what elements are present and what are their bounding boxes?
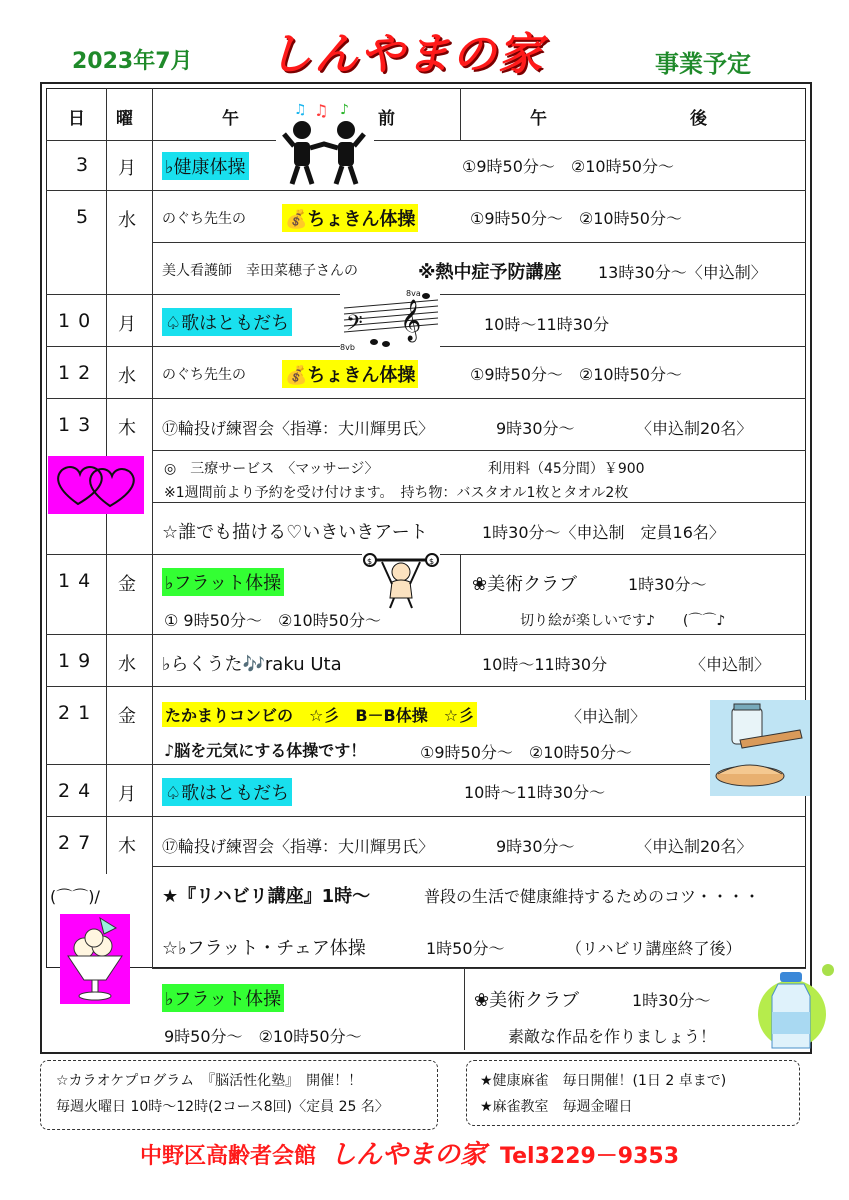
water-bottle-icon [748, 962, 838, 1054]
row-27-time: 9時30分～ [496, 837, 575, 856]
row-12-time: ①9時50分～ ②10時50分～ [470, 365, 682, 384]
row-21-time: ①9時50分～ ②10時50分～ [420, 743, 632, 762]
row-24-time: 10時～11時30分～ [464, 783, 606, 802]
col-divider-ampm [460, 88, 461, 140]
row-13b-line1a: ◎ 三療サービス 〈マッサージ〉 [164, 461, 379, 477]
row-27-note: 〈申込制20名〉 [636, 837, 753, 856]
row-14-pm-note: 切り絵が楽しいです♪ (⌒⌒♪ [520, 613, 726, 629]
row-21-event: たかまりコンビの ☆彡 B－B体操 ☆彡 [162, 702, 477, 727]
col-header-pm-2: 後 [690, 109, 707, 129]
row-10-day: 10 [58, 310, 99, 332]
svg-text:♪: ♪ [340, 102, 349, 118]
row-27b-desc: 普段の生活で健康維持するためのコツ・・・・ [424, 887, 761, 906]
svg-text:𝄢: 𝄢 [346, 311, 363, 341]
row-13c-time: 1時30分～〈申込制 定員16名〉 [482, 523, 725, 542]
weightlifter-icon [362, 548, 440, 610]
row-5-dow: 水 [118, 210, 136, 231]
row-27-day: 27 [58, 832, 99, 854]
row-5-teacher: のぐち先生の [162, 211, 246, 227]
row-12-day: 12 [58, 362, 99, 384]
row-10-time: 10時～11時30分 [484, 315, 610, 334]
svg-text:8va: 8va [406, 289, 421, 298]
row-13b-line2: ※1週間前より予約を受け付けます。 持ち物：バスタオル1枚とタオル2枚 [164, 485, 629, 501]
row-13-event: ⑰輪投げ練習会〈指導：大川輝男氏〉 [162, 419, 435, 438]
row-27d-pm-event: ❀美術クラブ [474, 990, 580, 1011]
col-divider-ampm-14 [460, 554, 461, 634]
col-header-am-1: 午 [222, 109, 239, 129]
row-19-event: ♭らくうた🎶raku Uta [162, 654, 342, 675]
col-header-dow: 曜 [116, 109, 133, 129]
footer-right-line2: ★麻雀教室 毎週金曜日 [480, 1099, 633, 1115]
row-14-pm-event: ❀美術クラブ [472, 574, 578, 595]
row-27c-note: （リハビリ講座終了後） [566, 939, 742, 958]
row-24-event: ♤歌はともだち [162, 778, 292, 806]
row-14-dow: 金 [118, 574, 136, 595]
ice-cream-icon [60, 914, 130, 1004]
row-10-event: ♤歌はともだち [162, 308, 292, 336]
row-5-event: 💰ちょきん体操 [282, 204, 418, 232]
col-divider-ampm-27 [464, 968, 465, 1050]
row-27-event: ⑰輪投げ練習会〈指導：大川輝男氏〉 [162, 837, 435, 856]
header-plan: 事業予定 [655, 50, 751, 78]
row-27-face: (⌒⌒)/ [50, 887, 100, 906]
header-title: しんやまの家 [268, 29, 544, 80]
col-header-pm-1: 午 [530, 109, 547, 129]
row-27c-event: ☆♭フラット・チェア体操 [162, 938, 366, 959]
svg-text:$: $ [429, 557, 435, 566]
svg-text:$: $ [367, 557, 373, 566]
row-5b-time: 13時30分～〈申込制〉 [598, 263, 767, 282]
footer-right-line1: ★健康麻雀 毎日開催！(1日 2 卓まで) [480, 1073, 727, 1089]
row-3-time: ①9時50分～ ②10時50分～ [462, 157, 674, 176]
row-27d-pm-time: 1時30分～ [632, 991, 711, 1010]
row-3-day: 3 [76, 154, 97, 176]
row-13-dow: 木 [118, 418, 136, 439]
row-27d-pm-note: 素敵な作品を作りましょう！ [508, 1027, 717, 1046]
row-12-teacher: のぐち先生の [162, 367, 246, 383]
row-27c-time: 1時50分～ [426, 939, 505, 958]
row-19-note: 〈申込制〉 [690, 655, 771, 674]
row-27-dow: 木 [118, 836, 136, 857]
footer-place: 中野区高齢者会館 [140, 1144, 317, 1169]
svg-text:♫: ♫ [294, 102, 307, 118]
music-notes-icon [340, 286, 440, 352]
col-divider-dow [152, 88, 153, 968]
col-header-day: 日 [68, 109, 85, 129]
footer-contact [140, 1134, 679, 1171]
row-27d-am-time: 9時50分～ ②10時50分～ [164, 1027, 362, 1046]
row-5b-prefix: 美人看護師 幸田菜穂子さんの [162, 263, 358, 279]
row-19-day: 19 [58, 650, 99, 672]
row-27b-event: ★『リハビリ講座』1時～ [162, 886, 371, 907]
row-13b-line1b: 利用料（45分間）￥900 [488, 461, 645, 477]
row-3-dow: 月 [118, 158, 136, 179]
footer-left-line2: 毎週火曜日 10時～12時(2コース8回)〈定員 25 名〉 [56, 1099, 389, 1115]
row-19-time: 10時～11時30分 [482, 655, 608, 674]
header-year-month: 2023年7月 [72, 49, 193, 74]
row-12-dow: 水 [118, 366, 136, 387]
row-5-time: ①9時50分～ ②10時50分～ [470, 209, 682, 228]
row-14-am-event: ♭フラット体操 [162, 568, 284, 596]
svg-text:8vb: 8vb [340, 343, 355, 352]
row-5b-event: ※熱中症予防講座 [418, 262, 562, 283]
row-13-day: 13 [58, 414, 99, 436]
footer-tel: Tel3229－9353 [500, 1144, 680, 1169]
row-13c-event: ☆誰でも描ける♡いきいきアート [162, 522, 428, 543]
svg-text:♫: ♫ [314, 101, 329, 120]
row-24-dow: 月 [118, 784, 136, 805]
row-13-time: 9時30分～ [496, 419, 575, 438]
hearts-icon [48, 456, 144, 514]
row-21-line2: ♪脳を元気にする体操です！ [164, 741, 367, 760]
row-27d-am-event: ♭フラット体操 [162, 984, 284, 1012]
row-10-dow: 月 [118, 314, 136, 335]
footer-name: しんやまの家 [330, 1140, 487, 1170]
dancing-figures-icon [276, 100, 374, 190]
row-24-day: 24 [58, 780, 99, 802]
svg-text:𝄞: 𝄞 [400, 300, 422, 341]
row-5-day: 5 [76, 206, 97, 228]
row-14-am-time: ① 9時50分～ ②10時50分～ [164, 611, 382, 630]
row-19-dow: 水 [118, 654, 136, 675]
baking-icon [710, 700, 810, 796]
footer-left-line1: ☆カラオケプログラム 『脳活性化塾』 開催！！ [56, 1073, 363, 1089]
row-21-dow: 金 [118, 706, 136, 727]
row-3-event: ♭健康体操 [162, 152, 249, 180]
row-13-note: 〈申込制20名〉 [636, 419, 753, 438]
row-21-note: 〈申込制〉 [566, 707, 647, 726]
row-21-day: 21 [58, 702, 99, 724]
col-header-am-2: 前 [378, 109, 395, 129]
row-14-day: 14 [58, 570, 99, 592]
row-14-pm-time: 1時30分～ [628, 575, 707, 594]
row-12-event: 💰ちょきん体操 [282, 360, 418, 388]
